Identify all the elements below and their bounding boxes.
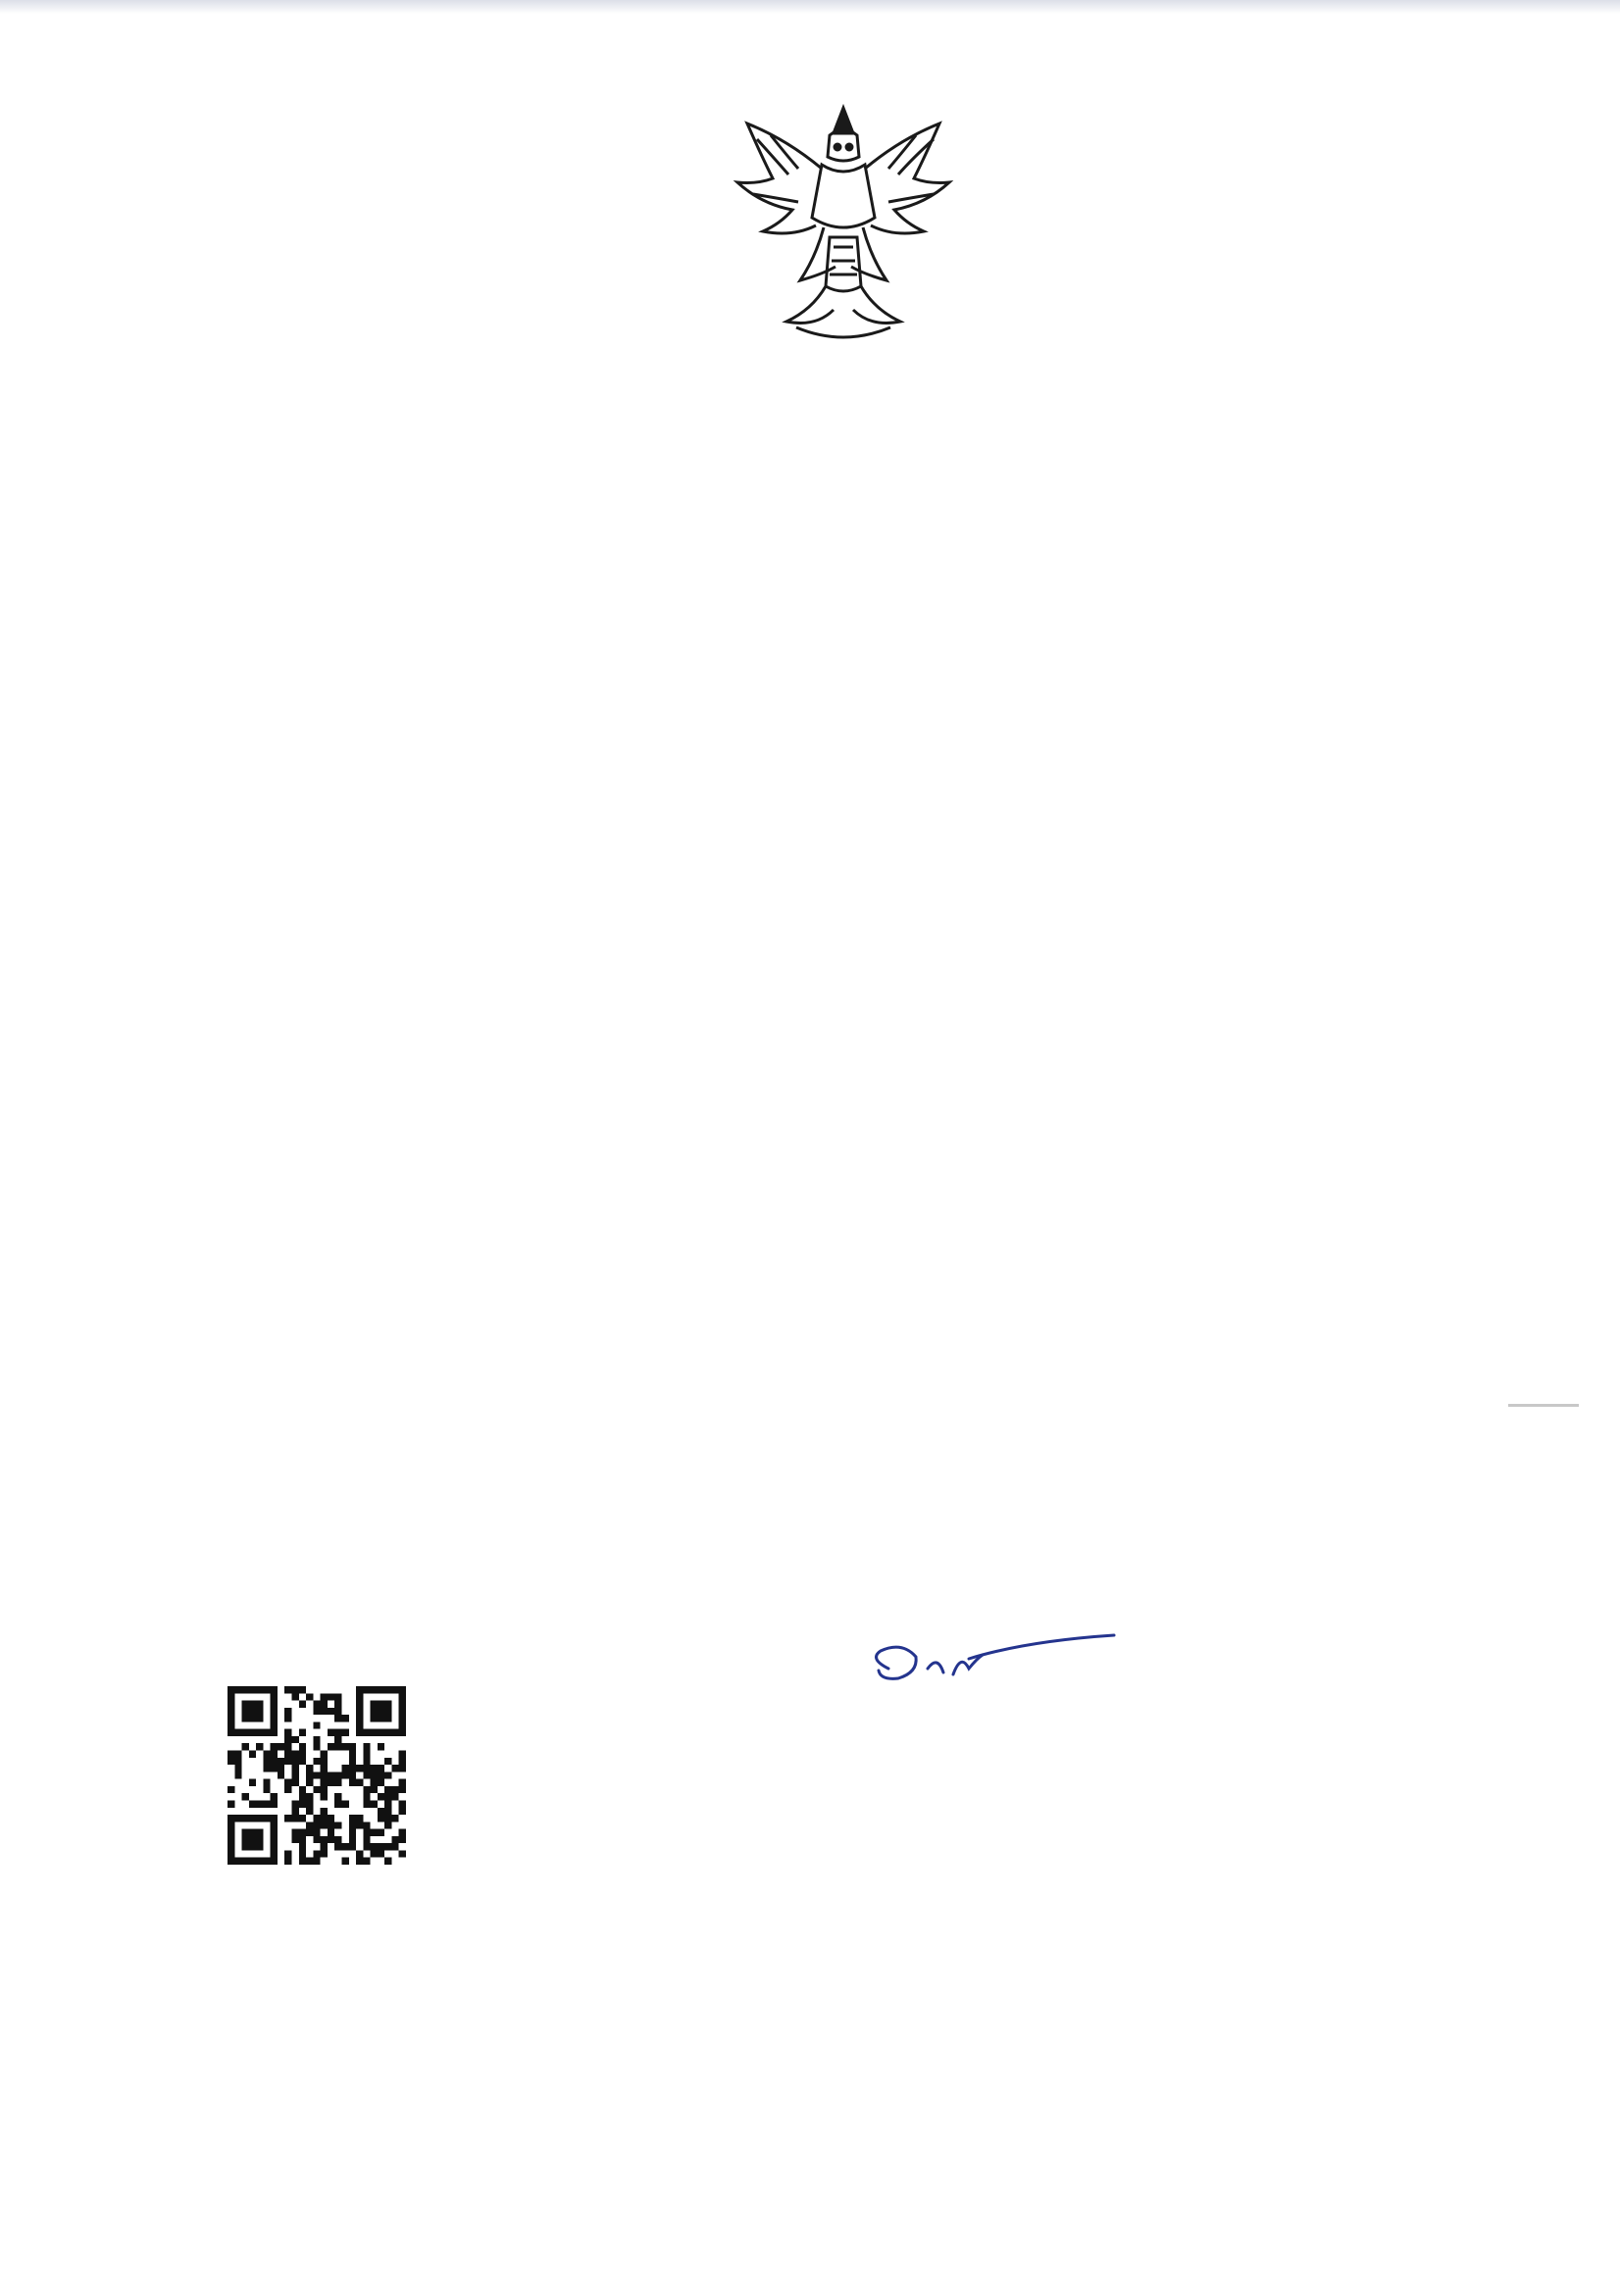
garuda-emblem-icon <box>728 100 959 347</box>
scan-edge-shadow <box>0 0 1620 14</box>
scan-artifact <box>1508 1404 1579 1407</box>
qr-code-icon[interactable] <box>228 1686 406 1865</box>
signature-mark <box>859 1629 1124 1698</box>
